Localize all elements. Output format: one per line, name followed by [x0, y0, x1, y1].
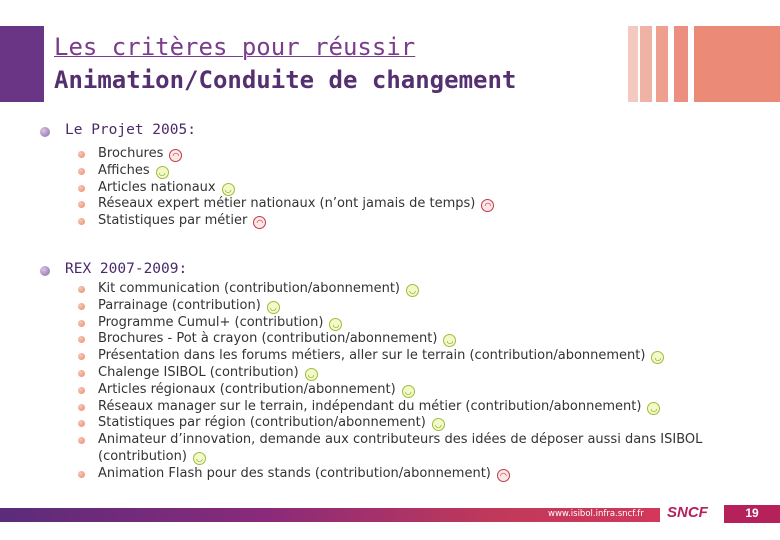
bullet-dot-icon [78, 370, 85, 377]
list-item [72, 331, 762, 348]
bullet-dot-icon [78, 336, 85, 343]
happy-smiley-icon: ◡ [651, 351, 664, 364]
list-item-text: Statistiques par région (contribution/abonnement) [98, 415, 426, 431]
sad-smiley-icon: ◠ [253, 216, 266, 229]
happy-smiley-icon: ◡ [193, 452, 206, 465]
bullet-dot-icon [78, 404, 85, 411]
list-item-text: Programme Cumul+ (contribution) [98, 314, 324, 330]
happy-smiley-icon: ◡ [432, 418, 445, 431]
section-rex-2007-2009 [40, 261, 187, 277]
list-item-text: Articles nationaux [98, 179, 216, 195]
bullet-dot-icon [78, 320, 85, 327]
happy-smiley-icon: ◡ [267, 301, 280, 314]
section-1-list [72, 146, 494, 230]
bullet-dot-icon [78, 168, 85, 175]
list-item [72, 298, 762, 315]
page-number: 19 [745, 506, 759, 520]
happy-smiley-icon: ◡ [222, 183, 235, 196]
sad-smiley-icon: ◠ [169, 149, 182, 162]
section-projet-2005 [40, 122, 196, 138]
decorative-stripes [628, 26, 780, 102]
bullet-dot-icon [78, 420, 85, 427]
happy-smiley-icon: ◡ [156, 166, 169, 179]
section-bullet-icon [40, 127, 50, 137]
list-item [72, 163, 494, 180]
happy-smiley-icon: ◡ [305, 368, 318, 381]
bullet-dot-icon [78, 218, 85, 225]
list-item-text: Présentation dans les forums métiers, aller sur le terrain (contribution/abonnement) [98, 348, 646, 364]
section-heading: Le Projet 2005: [65, 122, 196, 138]
list-item [72, 415, 762, 432]
list-item [72, 315, 762, 332]
happy-smiley-icon: ◡ [647, 402, 660, 415]
list-item [72, 213, 494, 230]
section-heading: REX 2007-2009: [65, 261, 188, 277]
list-item [72, 180, 494, 197]
list-item [72, 432, 762, 466]
title-accent-bar [0, 26, 44, 102]
list-item [72, 348, 762, 365]
bullet-dot-icon [78, 201, 85, 208]
section-bullet-icon [40, 266, 50, 276]
bullet-dot-icon [78, 151, 85, 158]
list-item-text: Articles régionaux (contribution/abonnement) [98, 381, 396, 397]
list-item-text: Affiches [98, 162, 150, 178]
slide-title-line2: Animation/Conduite de changement [54, 66, 517, 94]
list-item-text: Réseaux manager sur le terrain, indépendant du métier (contribution/abonnement) [98, 398, 642, 414]
list-item-text: Statistiques par métier [98, 213, 248, 229]
list-item-text: Brochures [98, 146, 164, 161]
list-item-text: Animateur d’innovation, demande aux contributeurs des idées de déposer aussi dans ISIBOL (contribution) [98, 432, 703, 464]
happy-smiley-icon: ◡ [402, 385, 415, 398]
happy-smiley-icon: ◡ [443, 334, 456, 347]
bullet-dot-icon [78, 471, 85, 478]
sncf-logo [660, 496, 712, 524]
sad-smiley-icon: ◠ [481, 199, 494, 212]
list-item-text: Réseaux expert métier nationaux (n’ont jamais de temps) [98, 196, 476, 212]
list-item [72, 146, 494, 163]
list-item-text: Kit communication (contribution/abonnement) [98, 281, 400, 296]
happy-smiley-icon: ◡ [329, 318, 342, 331]
list-item-text: Animation Flash pour des stands (contribution/abonnement) [98, 465, 491, 481]
bullet-dot-icon [78, 185, 85, 192]
list-item-text: Parrainage (contribution) [98, 297, 261, 313]
list-item-text: Brochures - Pot à crayon (contribution/abonnement) [98, 331, 438, 347]
list-item [72, 196, 494, 213]
sad-smiley-icon: ◠ [497, 469, 510, 482]
list-item [72, 399, 762, 416]
happy-smiley-icon: ◡ [406, 284, 419, 297]
bullet-dot-icon [78, 387, 85, 394]
bullet-dot-icon [78, 437, 85, 444]
sncf-logo-text: SNCF [667, 504, 708, 521]
list-item [72, 365, 762, 382]
list-item [72, 281, 762, 298]
section-2-list [72, 281, 762, 483]
footer-url: www.isibol.infra.sncf.fr [548, 509, 644, 519]
bullet-dot-icon [78, 286, 85, 293]
list-item [72, 466, 762, 483]
list-item-text: Chalenge ISIBOL (contribution) [98, 364, 299, 380]
bullet-dot-icon [78, 303, 85, 310]
bullet-dot-icon [78, 353, 85, 360]
slide-title-line1: Les critères pour réussir [54, 33, 416, 61]
list-item [72, 382, 762, 399]
